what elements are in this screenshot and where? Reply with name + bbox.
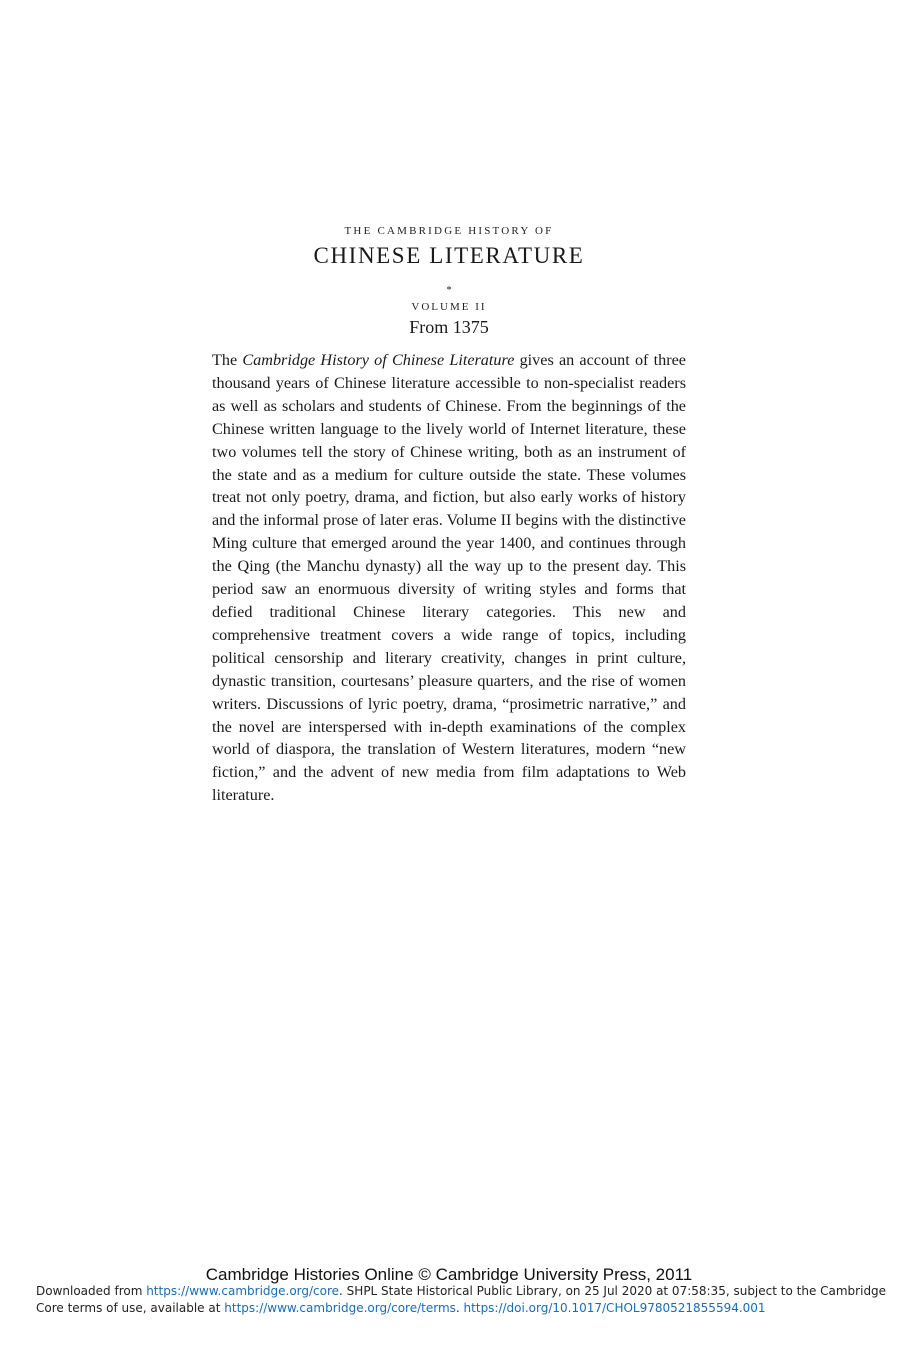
terms-separator: . [455, 1301, 464, 1315]
description-italic-title: Cambridge History of Chinese Literature [242, 351, 515, 369]
download-notice [36, 1284, 886, 1298]
download-prefix: Downloaded from [36, 1284, 147, 1298]
doi-link[interactable]: https://doi.org/10.1017/CHOL9780521855594.001 [463, 1301, 766, 1315]
download-suffix: . SHPL State Historical Public Library, on 25 Jul 2020 at 07:58:35, subject to the Cambridge [339, 1284, 887, 1298]
cambridge-core-link[interactable]: https://www.cambridge.org/core [146, 1284, 340, 1298]
series-title: THE CAMBRIDGE HISTORY OF [344, 225, 554, 237]
description-lead: The [212, 351, 243, 369]
description-paragraph [212, 349, 686, 807]
terms-prefix: Core terms of use, available at [36, 1301, 225, 1315]
ornament-asterisk: * [446, 285, 452, 296]
terms-notice [36, 1301, 886, 1315]
description-body: gives an account of three thousand years of Chinese literature accessible to non-specialist readers as well as scholars and students of Chinese. From the beginnings of the Chinese written language to the lively world of Internet literature, these two volumes tell the story of Chinese writing, both as an instrument of the state and as a medium for culture outside the state. These volumes treat not only poetry, drama, and fiction, but also early works of history and the informal prose of later eras. Volume II begins with the distinctive Ming culture that emerged around the year 1400, and continues through the Qing (the Manchu dynasty) all the way up to the present day. This period saw an enormuous diversity of writing styles and forms that defied traditional Chinese literary categories. This new and comprehensive treatment covers a wide range of topics, including political censorship and literary creativity, changes in print culture, dynastic transition, courtesans’ pleasure quarters, and the rise of women writers. Discussions of lyric poetry, drama, “prosimetric narrative,” and the novel are interspersed with in-depth examinations of the complex world of diaspora, the translation of Western literatures, modern “new fiction,” and the advent of new media from film adaptations to Web literature. [212, 351, 686, 805]
copyright-notice: Cambridge Histories Online © Cambridge University Press, 2011 [205, 1265, 693, 1284]
volume-subtitle: From 1375 [409, 317, 489, 337]
terms-link[interactable]: https://www.cambridge.org/core/terms [224, 1301, 456, 1315]
volume-label: VOLUME II [411, 301, 487, 313]
book-title: CHINESE LITERATURE [313, 243, 585, 268]
